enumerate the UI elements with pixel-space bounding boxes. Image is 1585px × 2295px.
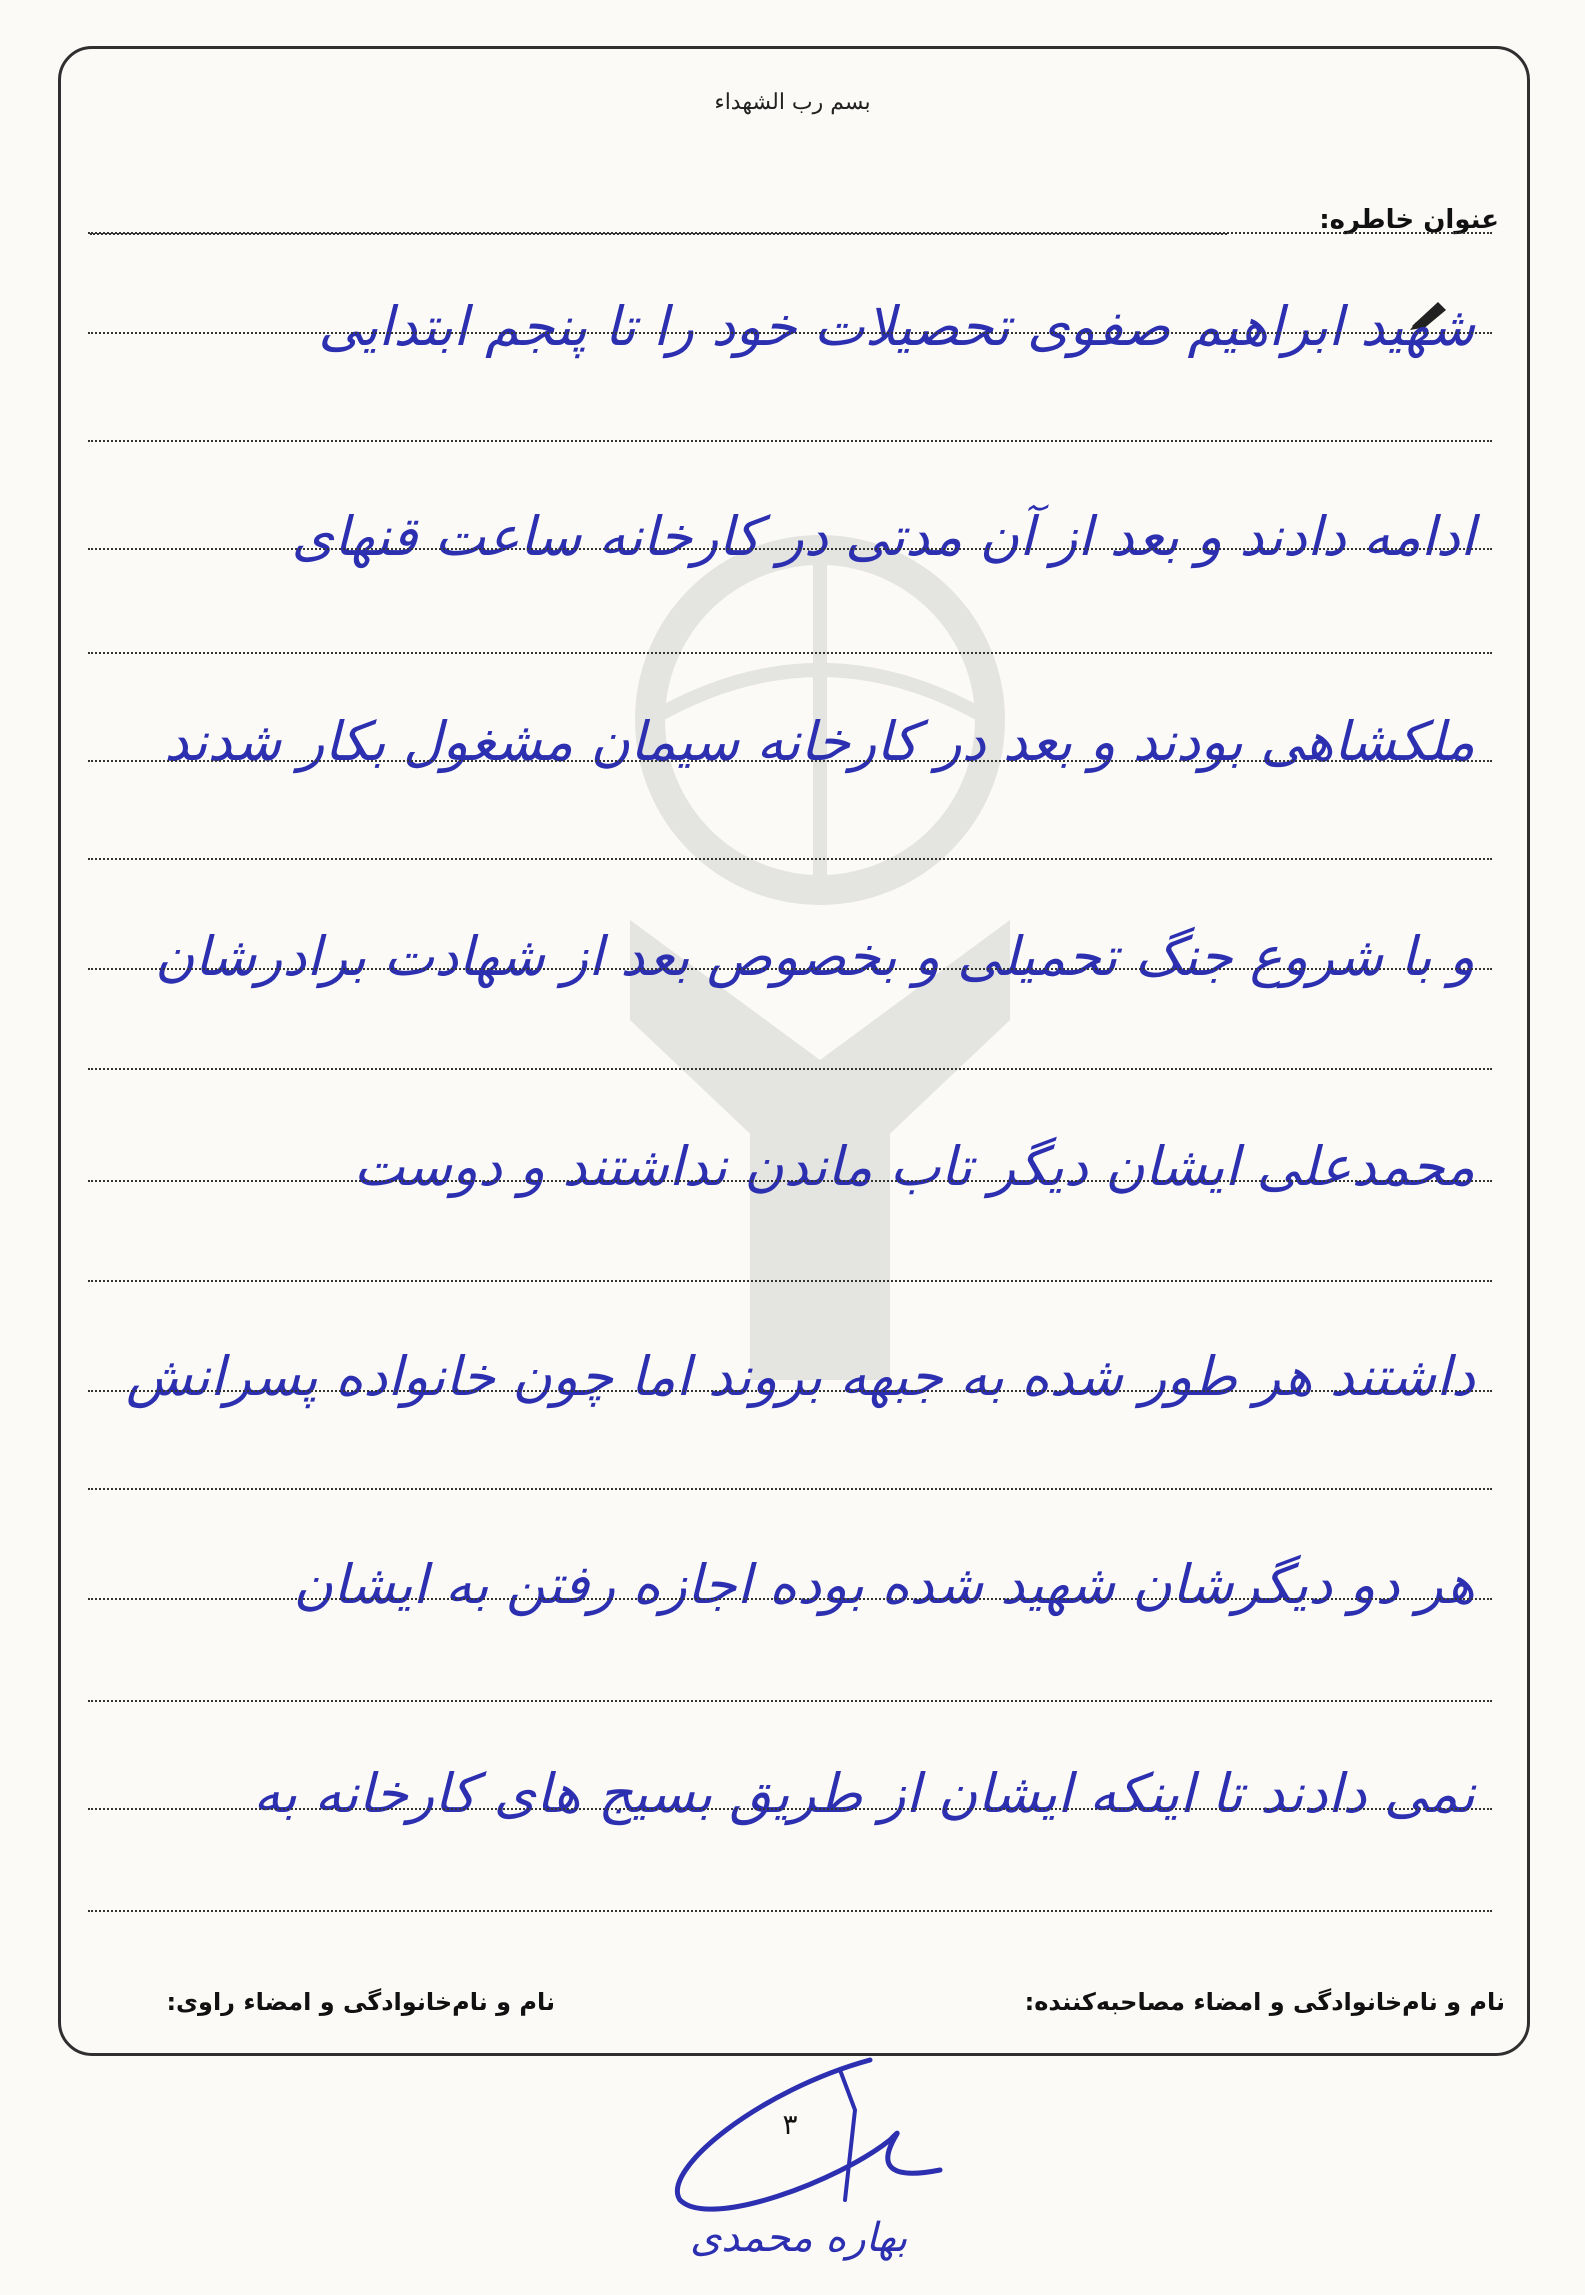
- ruled-line: [88, 1180, 1492, 1182]
- memoir-line-3: ملکشاهی بودند و بعد در کارخانه سیمان مشغول بکار شدند: [164, 710, 1475, 773]
- ruled-line: [88, 760, 1492, 762]
- memoir-line-6: داشتند هر طور شده به جبهه بروند اما چون خانواده پسرانش: [125, 1345, 1475, 1408]
- ruled-line: [88, 332, 1492, 334]
- ruled-line: [88, 1488, 1492, 1490]
- ruled-line: [88, 1598, 1492, 1600]
- memoir-line-8: نمی دادند تا اینکه ایشان از طریق بسیج های کارخانه به: [253, 1762, 1475, 1825]
- signature-name: بهاره محمدی: [690, 2215, 908, 2261]
- ruled-line: [88, 548, 1492, 550]
- ruled-line: [88, 968, 1492, 970]
- page-number: ۳: [782, 2108, 798, 2141]
- interviewer-signature-label: نام و نام‌خانوادگی و امضاء مصاحبه‌کننده:: [1024, 1988, 1505, 2016]
- memoir-line-7: هر دو دیگرشان شهید شده بوده اجازه رفتن به ایشان: [293, 1553, 1475, 1616]
- ruled-line: [88, 1390, 1492, 1392]
- signature-scribble: [640, 2050, 980, 2230]
- memoir-title-label: عنوان خاطره:: [1319, 205, 1499, 235]
- ruled-line: [88, 1068, 1492, 1070]
- memoir-line-1: شهید ابراهیم صفوی تحصیلات خود را تا پنجم ابتدایی: [318, 295, 1475, 358]
- bismillah-header: بسم رب الشهداء: [714, 90, 871, 115]
- ruled-line: [88, 1700, 1492, 1702]
- ruled-line: [88, 440, 1492, 442]
- memoir-line-4: و با شروع جنگ تحمیلی و بخصوص بعد از شهادت برادرشان: [154, 925, 1475, 988]
- memoir-line-2: ادامه دادند و بعد از آن مدتی در کارخانه ساعت قنهای: [291, 505, 1475, 568]
- memoir-line-5: محمدعلی ایشان دیگر تاب ماندن نداشتند و دوست: [353, 1135, 1475, 1198]
- ruled-line: [88, 1808, 1492, 1810]
- ruled-line: [88, 1280, 1492, 1282]
- narrator-signature-label: نام و نام‌خانوادگی و امضاء راوی:: [166, 1988, 555, 2016]
- ruled-line: [88, 232, 1492, 234]
- ruled-line: [88, 652, 1492, 654]
- memoir-title-row: [90, 205, 1527, 245]
- ruled-line: [88, 858, 1492, 860]
- ruled-line: [88, 1910, 1492, 1912]
